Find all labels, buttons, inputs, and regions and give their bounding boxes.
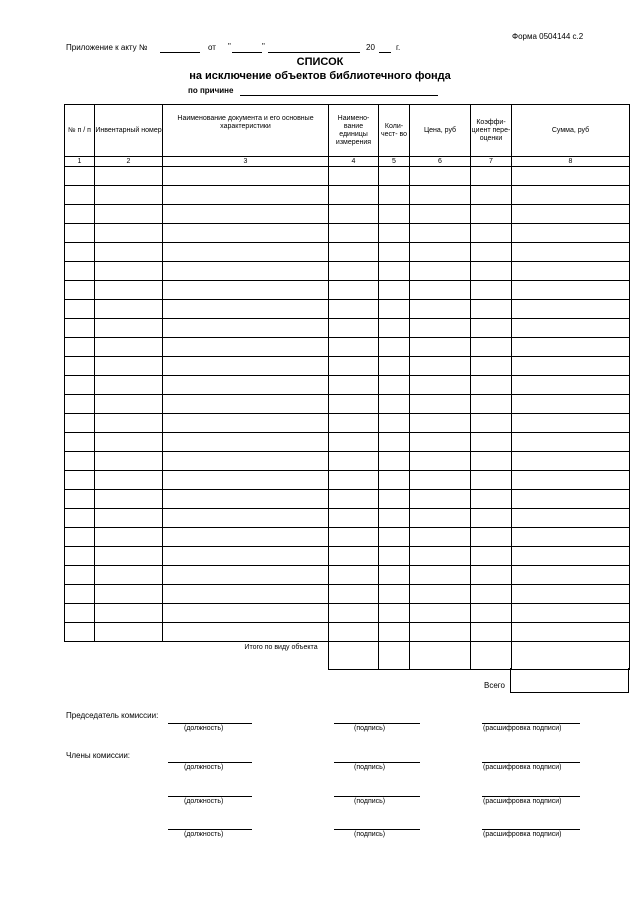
table-cell[interactable] <box>65 319 95 338</box>
table-cell[interactable] <box>65 224 95 243</box>
table-cell[interactable] <box>65 414 95 433</box>
table-cell[interactable] <box>95 300 163 319</box>
table-cell[interactable] <box>329 433 379 452</box>
table-cell[interactable] <box>471 300 512 319</box>
table-cell[interactable] <box>65 433 95 452</box>
table-cell[interactable] <box>379 585 410 604</box>
table-row <box>65 395 630 414</box>
table-cell[interactable] <box>163 262 329 281</box>
table-cell[interactable] <box>379 414 410 433</box>
table-cell[interactable] <box>512 205 630 224</box>
reason-label: по причине <box>188 86 234 95</box>
table-cell[interactable] <box>410 224 471 243</box>
table-cell[interactable] <box>379 376 410 395</box>
table-cell[interactable] <box>379 357 410 376</box>
col-header-quantity: Коли- чест- во <box>379 105 410 157</box>
table-cell[interactable] <box>329 224 379 243</box>
total-cell[interactable] <box>329 642 379 670</box>
document-subtitle: на исключение объектов библиотечного фонда <box>189 70 451 82</box>
table-cell[interactable] <box>329 281 379 300</box>
table-row <box>65 224 630 243</box>
quote-open: " <box>228 42 231 51</box>
table-cell[interactable] <box>163 585 329 604</box>
year-field[interactable] <box>379 52 391 53</box>
table-cell[interactable] <box>329 205 379 224</box>
table-row <box>65 281 630 300</box>
table-cell[interactable] <box>410 357 471 376</box>
table-cell[interactable] <box>65 509 95 528</box>
table-cell[interactable] <box>95 376 163 395</box>
table-cell[interactable] <box>95 205 163 224</box>
table-cell[interactable] <box>65 528 95 547</box>
table-cell[interactable] <box>471 395 512 414</box>
table-cell[interactable] <box>65 604 95 623</box>
table-cell[interactable] <box>471 623 512 642</box>
table-cell[interactable] <box>512 471 630 490</box>
table-cell[interactable] <box>471 471 512 490</box>
table-cell[interactable] <box>163 471 329 490</box>
table-cell[interactable] <box>163 414 329 433</box>
year-prefix: 20 <box>366 43 375 52</box>
table-cell[interactable] <box>379 490 410 509</box>
document-title: СПИСОК <box>296 56 344 68</box>
signature-line[interactable] <box>334 723 420 724</box>
col-num-5: 5 <box>379 157 410 167</box>
table-cell[interactable] <box>410 509 471 528</box>
table-cell[interactable] <box>379 224 410 243</box>
table-cell[interactable] <box>163 224 329 243</box>
table-cell[interactable] <box>471 224 512 243</box>
table-row <box>65 623 630 642</box>
table-cell[interactable] <box>512 566 630 585</box>
objects-table <box>64 104 630 670</box>
col-header-coefficient: Коэффи- циент пере- оценки <box>471 105 512 157</box>
table-cell[interactable] <box>163 205 329 224</box>
table-row <box>65 243 630 262</box>
table-row <box>65 300 630 319</box>
table-cell[interactable] <box>410 623 471 642</box>
total-cell[interactable] <box>379 642 410 670</box>
decoding-line[interactable] <box>482 796 580 797</box>
table-cell[interactable] <box>512 262 630 281</box>
table-cell[interactable] <box>512 186 630 205</box>
table-cell[interactable] <box>410 433 471 452</box>
table-cell[interactable] <box>95 585 163 604</box>
table-cell[interactable] <box>471 205 512 224</box>
table-cell[interactable] <box>163 566 329 585</box>
table-cell[interactable] <box>471 528 512 547</box>
position-line[interactable] <box>168 723 252 724</box>
form-code: Форма 0504144 с.2 <box>512 32 584 41</box>
total-by-type-label: Итого по виду объекта <box>244 644 318 651</box>
table-cell[interactable] <box>65 490 95 509</box>
table-row <box>65 471 630 490</box>
table-cell[interactable] <box>471 186 512 205</box>
table-cell[interactable] <box>329 338 379 357</box>
table-cell[interactable] <box>410 262 471 281</box>
position-caption: (должность) <box>184 798 224 805</box>
table-row <box>65 205 630 224</box>
table-cell[interactable] <box>95 414 163 433</box>
col-num-7: 7 <box>471 157 512 167</box>
total-by-type-row <box>65 642 630 670</box>
table-cell[interactable] <box>95 547 163 566</box>
table-cell[interactable] <box>329 262 379 281</box>
signature-caption: (подпись) <box>354 725 386 732</box>
table-cell[interactable] <box>379 319 410 338</box>
total-cell[interactable] <box>471 642 512 670</box>
table-row <box>65 186 630 205</box>
decoding-line[interactable] <box>482 723 580 724</box>
table-cell[interactable] <box>379 623 410 642</box>
table-cell[interactable] <box>329 395 379 414</box>
signature-caption: (подпись) <box>354 798 386 805</box>
table-cell[interactable] <box>65 300 95 319</box>
table-cell[interactable] <box>512 414 630 433</box>
position-line[interactable] <box>168 796 252 797</box>
table-cell[interactable] <box>329 471 379 490</box>
table-cell[interactable] <box>95 623 163 642</box>
position-caption: (должность) <box>184 831 224 838</box>
table-cell[interactable] <box>329 167 379 186</box>
table-cell[interactable] <box>410 452 471 471</box>
table-cell[interactable] <box>329 376 379 395</box>
table-cell[interactable] <box>65 623 95 642</box>
table-row <box>65 433 630 452</box>
table-cell[interactable] <box>65 338 95 357</box>
col-header-inventory: Инвентарный номер <box>95 105 163 157</box>
table-cell[interactable] <box>410 547 471 566</box>
table-row <box>65 414 630 433</box>
table-row <box>65 338 630 357</box>
table-cell[interactable] <box>512 319 630 338</box>
table-cell[interactable] <box>471 490 512 509</box>
table-cell[interactable] <box>410 566 471 585</box>
table-cell[interactable] <box>379 186 410 205</box>
chairman-label: Председатель комиссии: <box>66 711 159 720</box>
table-cell[interactable] <box>329 547 379 566</box>
table-cell[interactable] <box>410 167 471 186</box>
table-cell[interactable] <box>163 528 329 547</box>
table-cell[interactable] <box>471 376 512 395</box>
table-cell[interactable] <box>163 338 329 357</box>
table-cell[interactable] <box>512 281 630 300</box>
table-cell[interactable] <box>512 547 630 566</box>
table-cell[interactable] <box>379 300 410 319</box>
table-cell[interactable] <box>163 604 329 623</box>
table-cell[interactable] <box>95 357 163 376</box>
table-cell[interactable] <box>471 414 512 433</box>
table-row <box>65 547 630 566</box>
table-cell[interactable] <box>379 243 410 262</box>
decoding-line[interactable] <box>482 829 580 830</box>
table-cell[interactable] <box>65 243 95 262</box>
table-cell[interactable] <box>379 205 410 224</box>
col-header-price: Цена, руб <box>410 105 471 157</box>
table-cell[interactable] <box>65 376 95 395</box>
table-cell[interactable] <box>379 604 410 623</box>
table-cell[interactable] <box>65 186 95 205</box>
table-cell[interactable] <box>471 566 512 585</box>
table-cell[interactable] <box>65 281 95 300</box>
table-cell[interactable] <box>512 585 630 604</box>
col-num-2: 2 <box>95 157 163 167</box>
table-cell[interactable] <box>163 281 329 300</box>
table-cell[interactable] <box>379 433 410 452</box>
table-cell[interactable] <box>410 186 471 205</box>
table-cell[interactable] <box>379 281 410 300</box>
table-cell[interactable] <box>410 528 471 547</box>
table-cell[interactable] <box>163 452 329 471</box>
table-cell[interactable] <box>471 585 512 604</box>
table-cell[interactable] <box>410 376 471 395</box>
col-num-3: 3 <box>163 157 329 167</box>
table-cell[interactable] <box>95 224 163 243</box>
table-cell[interactable] <box>379 509 410 528</box>
table-cell[interactable] <box>163 167 329 186</box>
col-header-unit: Наимено- вание единицы измерения <box>329 105 379 157</box>
table-cell[interactable] <box>379 452 410 471</box>
table-cell[interactable] <box>95 471 163 490</box>
table-cell[interactable] <box>512 357 630 376</box>
table-row <box>65 490 630 509</box>
col-header-number: № п / п <box>65 105 95 157</box>
table-cell[interactable] <box>512 224 630 243</box>
table-cell[interactable] <box>65 205 95 224</box>
table-cell[interactable] <box>65 547 95 566</box>
table-row <box>65 585 630 604</box>
col-num-4: 4 <box>329 157 379 167</box>
table-cell[interactable] <box>95 433 163 452</box>
table-cell[interactable] <box>95 281 163 300</box>
table-row <box>65 452 630 471</box>
table-cell[interactable] <box>471 433 512 452</box>
table-cell[interactable] <box>512 376 630 395</box>
signature-line[interactable] <box>334 796 420 797</box>
table-row <box>65 509 630 528</box>
table-cell[interactable] <box>95 528 163 547</box>
table-cell[interactable] <box>471 604 512 623</box>
table-cell[interactable] <box>512 509 630 528</box>
total-label-cell <box>65 642 329 670</box>
table-row <box>65 262 630 281</box>
table-cell[interactable] <box>410 395 471 414</box>
table-cell[interactable] <box>471 167 512 186</box>
position-caption: (должность) <box>184 725 224 732</box>
table-cell[interactable] <box>512 528 630 547</box>
reason-field[interactable] <box>240 95 438 96</box>
from-label: от <box>208 43 216 52</box>
grand-total-label: Всего <box>484 681 505 690</box>
signature-caption: (подпись) <box>354 831 386 838</box>
table-cell[interactable] <box>329 186 379 205</box>
decoding-caption: (расшифровка подписи) <box>483 764 562 771</box>
table-cell[interactable] <box>329 604 379 623</box>
column-numbers-row <box>65 157 630 167</box>
table-cell[interactable] <box>65 471 95 490</box>
signature-line[interactable] <box>334 762 420 763</box>
decoding-caption: (расшифровка подписи) <box>483 798 562 805</box>
table-cell[interactable] <box>410 300 471 319</box>
table-header-row <box>65 105 630 157</box>
quote-close: " <box>262 42 265 51</box>
table-cell[interactable] <box>95 167 163 186</box>
table-cell[interactable] <box>95 186 163 205</box>
col-num-6: 6 <box>410 157 471 167</box>
table-cell[interactable] <box>379 395 410 414</box>
table-cell[interactable] <box>163 357 329 376</box>
table-cell[interactable] <box>410 319 471 338</box>
table-cell[interactable] <box>410 281 471 300</box>
table-cell[interactable] <box>329 490 379 509</box>
appendix-label: Приложение к акту № <box>66 43 148 52</box>
col-num-1: 1 <box>65 157 95 167</box>
table-cell[interactable] <box>512 243 630 262</box>
table-cell[interactable] <box>471 319 512 338</box>
table-cell[interactable] <box>163 623 329 642</box>
table-row <box>65 357 630 376</box>
table-cell[interactable] <box>379 167 410 186</box>
table-cell[interactable] <box>65 167 95 186</box>
col-num-8: 8 <box>512 157 630 167</box>
table-cell[interactable] <box>163 376 329 395</box>
table-cell[interactable] <box>95 395 163 414</box>
table-cell[interactable] <box>163 186 329 205</box>
table-cell[interactable] <box>95 509 163 528</box>
table-cell[interactable] <box>379 528 410 547</box>
table-cell[interactable] <box>65 452 95 471</box>
table-cell[interactable] <box>163 395 329 414</box>
table-cell[interactable] <box>95 338 163 357</box>
total-cell[interactable] <box>410 642 471 670</box>
table-cell[interactable] <box>410 338 471 357</box>
table-cell[interactable] <box>379 262 410 281</box>
table-cell[interactable] <box>410 471 471 490</box>
signature-line[interactable] <box>334 829 420 830</box>
table-cell[interactable] <box>95 319 163 338</box>
table-cell[interactable] <box>65 357 95 376</box>
table-cell[interactable] <box>329 452 379 471</box>
table-row <box>65 566 630 585</box>
table-cell[interactable] <box>95 490 163 509</box>
table-cell[interactable] <box>512 167 630 186</box>
table-cell[interactable] <box>410 490 471 509</box>
table-cell[interactable] <box>163 243 329 262</box>
table-cell[interactable] <box>329 566 379 585</box>
table-cell[interactable] <box>65 585 95 604</box>
table-cell[interactable] <box>329 528 379 547</box>
table-cell[interactable] <box>329 300 379 319</box>
act-number-field[interactable] <box>160 52 200 53</box>
table-cell[interactable] <box>410 604 471 623</box>
table-cell[interactable] <box>379 471 410 490</box>
table-cell[interactable] <box>329 357 379 376</box>
table-cell[interactable] <box>163 547 329 566</box>
table-cell[interactable] <box>329 414 379 433</box>
table-cell[interactable] <box>379 566 410 585</box>
table-cell[interactable] <box>512 452 630 471</box>
grand-total-field[interactable] <box>510 668 629 693</box>
decoding-caption: (расшифровка подписи) <box>483 725 562 732</box>
table-cell[interactable] <box>65 262 95 281</box>
decoding-line[interactable] <box>482 762 580 763</box>
table-cell[interactable] <box>410 585 471 604</box>
table-cell[interactable] <box>95 452 163 471</box>
table-cell[interactable] <box>471 547 512 566</box>
position-line[interactable] <box>168 829 252 830</box>
table-cell[interactable] <box>329 319 379 338</box>
table-cell[interactable] <box>512 490 630 509</box>
table-row <box>65 167 630 186</box>
total-cell[interactable] <box>512 642 630 670</box>
col-header-name: Наименование документа и его основные характеристики <box>163 105 329 157</box>
year-suffix: г. <box>396 43 401 52</box>
decoding-caption: (расшифровка подписи) <box>483 831 562 838</box>
position-caption: (должность) <box>184 764 224 771</box>
signature-caption: (подпись) <box>354 764 386 771</box>
table-cell[interactable] <box>410 243 471 262</box>
table-cell[interactable] <box>379 547 410 566</box>
day-field[interactable] <box>232 52 262 53</box>
month-field[interactable] <box>268 52 360 53</box>
table-cell[interactable] <box>512 433 630 452</box>
table-cell[interactable] <box>65 566 95 585</box>
table-cell[interactable] <box>471 243 512 262</box>
table-row <box>65 604 630 623</box>
table-cell[interactable] <box>163 433 329 452</box>
table-cell[interactable] <box>471 338 512 357</box>
table-row <box>65 376 630 395</box>
table-cell[interactable] <box>163 319 329 338</box>
table-cell[interactable] <box>512 623 630 642</box>
table-row <box>65 319 630 338</box>
table-cell[interactable] <box>512 604 630 623</box>
table-cell[interactable] <box>471 262 512 281</box>
position-line[interactable] <box>168 762 252 763</box>
table-cell[interactable] <box>329 623 379 642</box>
table-cell[interactable] <box>163 509 329 528</box>
table-cell[interactable] <box>95 243 163 262</box>
table-cell[interactable] <box>379 338 410 357</box>
table-cell[interactable] <box>471 509 512 528</box>
table-cell[interactable] <box>512 300 630 319</box>
table-cell[interactable] <box>512 338 630 357</box>
table-cell[interactable] <box>163 490 329 509</box>
table-cell[interactable] <box>95 262 163 281</box>
table-cell[interactable] <box>95 566 163 585</box>
col-header-sum: Сумма, руб <box>512 105 630 157</box>
table-cell[interactable] <box>410 205 471 224</box>
table-cell[interactable] <box>163 300 329 319</box>
table-cell[interactable] <box>65 395 95 414</box>
table-cell[interactable] <box>329 509 379 528</box>
table-cell[interactable] <box>95 604 163 623</box>
table-cell[interactable] <box>512 395 630 414</box>
table-cell[interactable] <box>410 414 471 433</box>
table-row <box>65 528 630 547</box>
members-label: Члены комиссии: <box>66 751 131 760</box>
table-cell[interactable] <box>471 281 512 300</box>
table-cell[interactable] <box>471 452 512 471</box>
table-cell[interactable] <box>329 243 379 262</box>
table-cell[interactable] <box>329 585 379 604</box>
table-cell[interactable] <box>471 357 512 376</box>
